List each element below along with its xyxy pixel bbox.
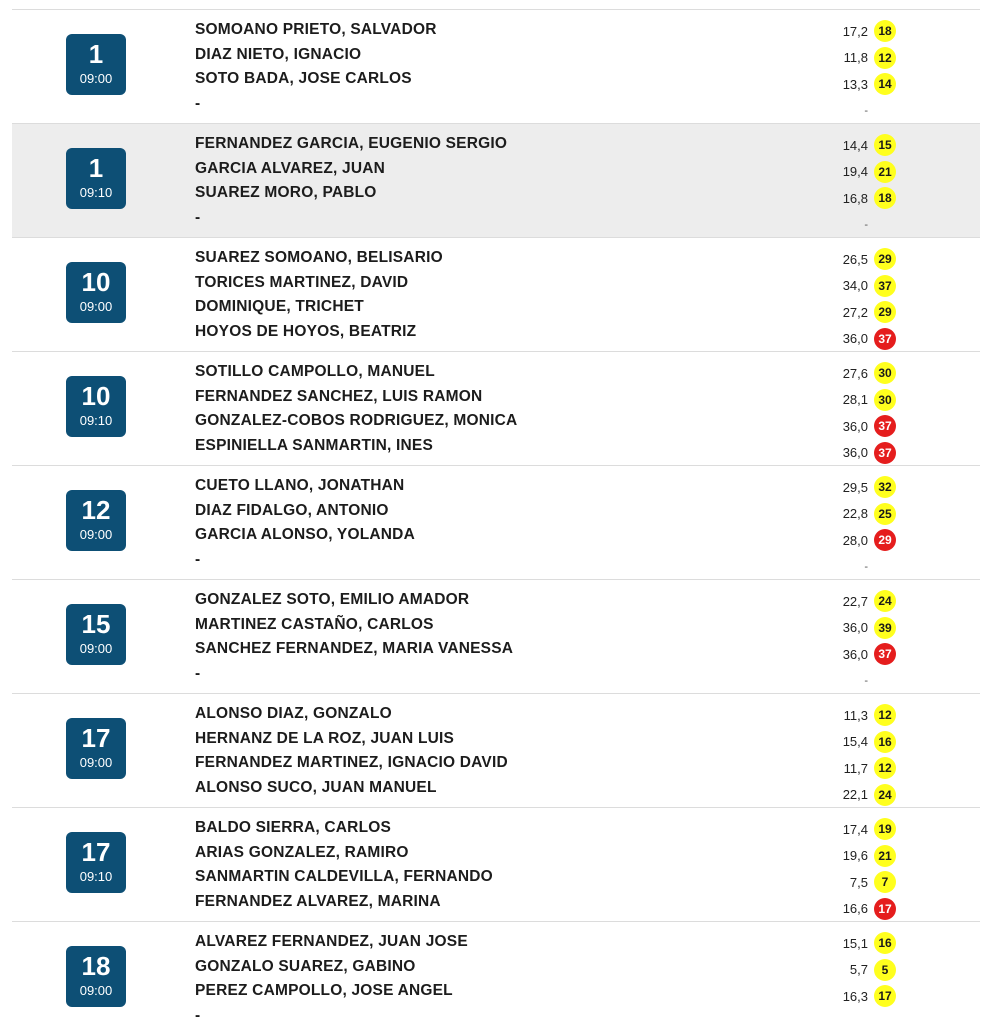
player-name: ALONSO DIAZ, GONZALO	[195, 704, 755, 729]
player-name: TORICES MARTINEZ, DAVID	[195, 273, 755, 298]
handicap-index: 15,1	[812, 936, 870, 951]
playing-handicap-badge: 30	[874, 362, 896, 384]
handicap-list	[812, 816, 922, 922]
tee-time: 09:00	[66, 641, 126, 657]
player-name: -	[195, 664, 755, 689]
handicap-list	[812, 474, 922, 580]
playing-handicap-badge: 18	[874, 187, 896, 209]
playing-handicap-badge: 7	[874, 871, 896, 893]
playing-handicap-badge: 21	[874, 845, 896, 867]
handicap-index: 36,0	[812, 647, 870, 662]
player-name: CUETO LLANO, JONATHAN	[195, 476, 755, 501]
score-row	[812, 729, 922, 756]
hole-number: 17	[66, 725, 126, 751]
handicap-index: 28,0	[812, 533, 870, 548]
player-list	[195, 20, 755, 118]
player-name: BALDO SIERRA, CARLOS	[195, 818, 755, 843]
score-row	[812, 132, 922, 159]
tee-time: 09:10	[66, 185, 126, 201]
playing-handicap-badge: 17	[874, 985, 896, 1007]
tee-badge	[66, 34, 126, 95]
player-list	[195, 704, 755, 802]
score-row	[812, 641, 922, 668]
tee-badge	[66, 718, 126, 779]
handicap-index: 5,7	[812, 962, 870, 977]
handicap-index: 22,8	[812, 506, 870, 521]
player-name: -	[195, 1006, 755, 1031]
player-name: DOMINIQUE, TRICHET	[195, 297, 755, 322]
score-row	[812, 440, 922, 467]
score-row	[812, 159, 922, 186]
handicap-list	[812, 702, 922, 808]
handicap-index: 7,5	[812, 875, 870, 890]
player-name: ESPINIELLA SANMARTIN, INES	[195, 436, 755, 461]
handicap-index: 36,0	[812, 445, 870, 460]
score-row	[812, 554, 922, 581]
hole-number: 1	[66, 155, 126, 181]
playing-handicap-badge: 37	[874, 643, 896, 665]
score-row	[812, 185, 922, 212]
score-row	[812, 843, 922, 870]
player-name: -	[195, 94, 755, 119]
score-row	[812, 98, 922, 125]
handicap-list	[812, 246, 922, 352]
player-name: SOTILLO CAMPOLLO, MANUEL	[195, 362, 755, 387]
empty-handicap: -	[812, 561, 870, 573]
tee-group	[12, 123, 980, 237]
handicap-index: 22,1	[812, 787, 870, 802]
handicap-index: 29,5	[812, 480, 870, 495]
player-list	[195, 818, 755, 916]
playing-handicap-badge: 15	[874, 134, 896, 156]
tee-time: 09:00	[66, 299, 126, 315]
handicap-index: 11,7	[812, 761, 870, 776]
player-name: SANMARTIN CALDEVILLA, FERNANDO	[195, 867, 755, 892]
hole-number: 18	[66, 953, 126, 979]
handicap-index: 22,7	[812, 594, 870, 609]
handicap-index: 16,8	[812, 191, 870, 206]
score-row	[812, 413, 922, 440]
handicap-index: 27,6	[812, 366, 870, 381]
handicap-list	[812, 18, 922, 124]
tee-badge	[66, 148, 126, 209]
handicap-index: 17,2	[812, 24, 870, 39]
player-list	[195, 362, 755, 460]
player-name: ARIAS GONZALEZ, RAMIRO	[195, 843, 755, 868]
playing-handicap-badge: 37	[874, 415, 896, 437]
tee-group	[12, 351, 980, 465]
score-row	[812, 983, 922, 1010]
handicap-index: 36,0	[812, 331, 870, 346]
player-name: FERNANDEZ ALVAREZ, MARINA	[195, 892, 755, 917]
tee-group	[12, 921, 980, 1035]
handicap-index: 16,6	[812, 901, 870, 916]
player-list	[195, 134, 755, 232]
tee-group	[12, 807, 980, 921]
tee-time: 09:10	[66, 413, 126, 429]
handicap-index: 36,0	[812, 419, 870, 434]
score-row	[812, 299, 922, 326]
tee-badge	[66, 832, 126, 893]
tee-badge	[66, 262, 126, 323]
score-row	[812, 588, 922, 615]
score-row	[812, 246, 922, 273]
score-row	[812, 869, 922, 896]
playing-handicap-badge: 29	[874, 248, 896, 270]
hole-number: 10	[66, 383, 126, 409]
score-row	[812, 755, 922, 782]
tee-badge	[66, 490, 126, 551]
player-name: SANCHEZ FERNANDEZ, MARIA VANESSA	[195, 639, 755, 664]
score-row	[812, 212, 922, 239]
player-name: GONZALEZ-COBOS RODRIGUEZ, MONICA	[195, 411, 755, 436]
handicap-list	[812, 930, 922, 1036]
tee-group	[12, 9, 980, 123]
player-list	[195, 932, 755, 1030]
player-list	[195, 476, 755, 574]
playing-handicap-badge: 17	[874, 898, 896, 920]
hole-number: 1	[66, 41, 126, 67]
score-row	[812, 387, 922, 414]
tee-time: 09:00	[66, 755, 126, 771]
score-row	[812, 474, 922, 501]
playing-handicap-badge: 12	[874, 704, 896, 726]
player-name: DIAZ FIDALGO, ANTONIO	[195, 501, 755, 526]
tee-time: 09:10	[66, 869, 126, 885]
playing-handicap-badge: 29	[874, 301, 896, 323]
player-name: SUAREZ SOMOANO, BELISARIO	[195, 248, 755, 273]
tee-group	[12, 693, 980, 807]
player-name: SUAREZ MORO, PABLO	[195, 183, 755, 208]
empty-handicap: -	[812, 675, 870, 687]
score-row	[812, 360, 922, 387]
score-row	[812, 45, 922, 72]
player-name: FERNANDEZ MARTINEZ, IGNACIO DAVID	[195, 753, 755, 778]
playing-handicap-badge: 12	[874, 47, 896, 69]
player-name: HERNANZ DE LA ROZ, JUAN LUIS	[195, 729, 755, 754]
score-row	[812, 668, 922, 695]
tee-group	[12, 237, 980, 351]
playing-handicap-badge: 37	[874, 328, 896, 350]
player-name: FERNANDEZ SANCHEZ, LUIS RAMON	[195, 387, 755, 412]
playing-handicap-badge: 16	[874, 932, 896, 954]
tee-time: 09:00	[66, 71, 126, 87]
empty-handicap: -	[812, 219, 870, 231]
handicap-index: 19,4	[812, 164, 870, 179]
player-name: PEREZ CAMPOLLO, JOSE ANGEL	[195, 981, 755, 1006]
tee-time: 09:00	[66, 527, 126, 543]
score-row	[812, 326, 922, 353]
tee-time: 09:00	[66, 983, 126, 999]
player-name: HOYOS DE HOYOS, BEATRIZ	[195, 322, 755, 347]
tee-badge	[66, 376, 126, 437]
handicap-index: 17,4	[812, 822, 870, 837]
handicap-index: 36,0	[812, 620, 870, 635]
tee-badge	[66, 604, 126, 665]
score-row	[812, 896, 922, 923]
player-name: -	[195, 550, 755, 575]
player-name: MARTINEZ CASTAÑO, CARLOS	[195, 615, 755, 640]
handicap-index: 11,3	[812, 708, 870, 723]
player-name: ALVAREZ FERNANDEZ, JUAN JOSE	[195, 932, 755, 957]
playing-handicap-badge: 21	[874, 161, 896, 183]
playing-handicap-badge: 5	[874, 959, 896, 981]
player-name: FERNANDEZ GARCIA, EUGENIO SERGIO	[195, 134, 755, 159]
tee-badge	[66, 946, 126, 1007]
score-row	[812, 501, 922, 528]
hole-number: 10	[66, 269, 126, 295]
player-name: GONZALEZ SOTO, EMILIO AMADOR	[195, 590, 755, 615]
empty-handicap: -	[812, 105, 870, 117]
player-name: GARCIA ALONSO, YOLANDA	[195, 525, 755, 550]
score-row	[812, 273, 922, 300]
playing-handicap-badge: 29	[874, 529, 896, 551]
player-name: SOTO BADA, JOSE CARLOS	[195, 69, 755, 94]
score-row	[812, 816, 922, 843]
tee-group	[12, 465, 980, 579]
player-list	[195, 248, 755, 346]
handicap-index: 14,4	[812, 138, 870, 153]
player-name: GARCIA ALVAREZ, JUAN	[195, 159, 755, 184]
player-name: ALONSO SUCO, JUAN MANUEL	[195, 778, 755, 803]
playing-handicap-badge: 39	[874, 617, 896, 639]
handicap-index: 28,1	[812, 392, 870, 407]
playing-handicap-badge: 37	[874, 442, 896, 464]
tee-group	[12, 579, 980, 693]
handicap-index: 26,5	[812, 252, 870, 267]
score-row	[812, 782, 922, 809]
score-row	[812, 615, 922, 642]
score-row	[812, 18, 922, 45]
player-name: GONZALO SUAREZ, GABINO	[195, 957, 755, 982]
tee-times-list	[12, 9, 980, 1035]
score-row	[812, 702, 922, 729]
playing-handicap-badge: 12	[874, 757, 896, 779]
handicap-index: 15,4	[812, 734, 870, 749]
playing-handicap-badge: 30	[874, 389, 896, 411]
handicap-index: 27,2	[812, 305, 870, 320]
handicap-list	[812, 360, 922, 466]
score-row	[812, 527, 922, 554]
playing-handicap-badge: 37	[874, 275, 896, 297]
score-row	[812, 930, 922, 957]
hole-number: 12	[66, 497, 126, 523]
player-name: -	[195, 208, 755, 233]
playing-handicap-badge: 19	[874, 818, 896, 840]
handicap-index: 34,0	[812, 278, 870, 293]
hole-number: 15	[66, 611, 126, 637]
playing-handicap-badge: 24	[874, 784, 896, 806]
score-row	[812, 957, 922, 984]
playing-handicap-badge: 16	[874, 731, 896, 753]
player-name: DIAZ NIETO, IGNACIO	[195, 45, 755, 70]
playing-handicap-badge: 25	[874, 503, 896, 525]
handicap-index: 16,3	[812, 989, 870, 1004]
handicap-list	[812, 132, 922, 238]
playing-handicap-badge: 32	[874, 476, 896, 498]
playing-handicap-badge: 18	[874, 20, 896, 42]
player-list	[195, 590, 755, 688]
handicap-index: 19,6	[812, 848, 870, 863]
hole-number: 17	[66, 839, 126, 865]
playing-handicap-badge: 24	[874, 590, 896, 612]
score-row	[812, 71, 922, 98]
playing-handicap-badge: 14	[874, 73, 896, 95]
handicap-list	[812, 588, 922, 694]
handicap-index: 13,3	[812, 77, 870, 92]
player-name: SOMOANO PRIETO, SALVADOR	[195, 20, 755, 45]
handicap-index: 11,8	[812, 50, 870, 65]
